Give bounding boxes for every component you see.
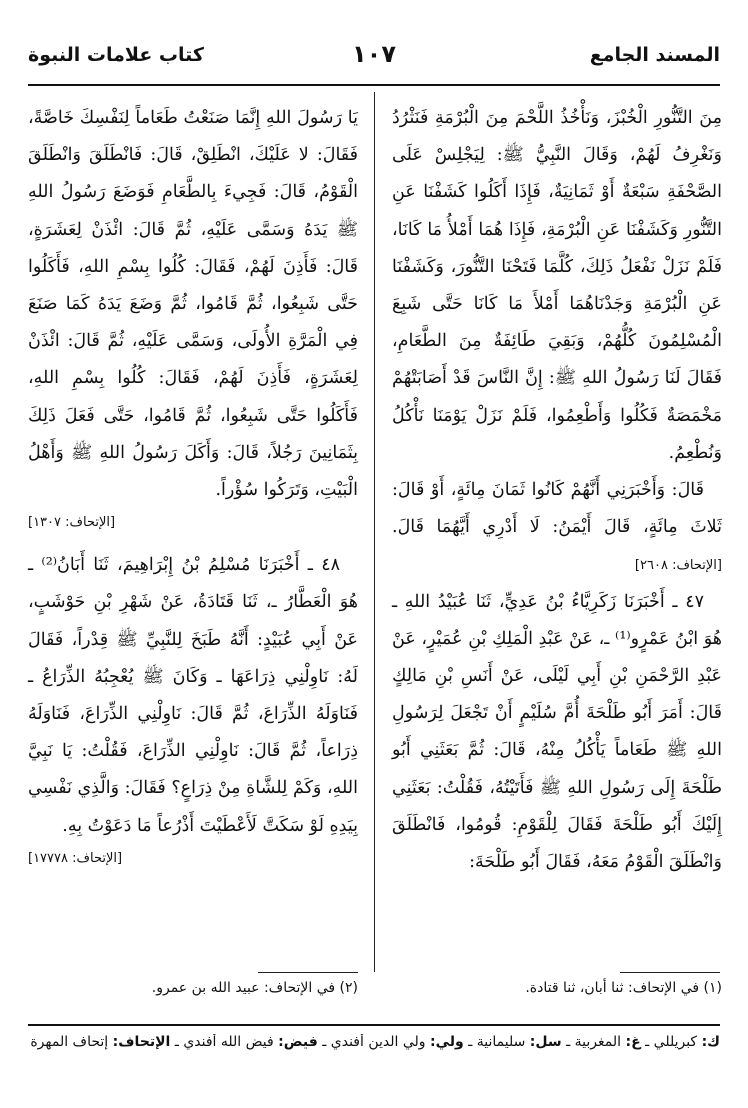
key-sl: سل: bbox=[529, 1034, 562, 1050]
footnote-1: (١) في الإتحاف: ثنا أبان، ثنا قتادة. bbox=[525, 980, 722, 996]
running-title-left: كتاب علامات النبوة bbox=[28, 44, 204, 66]
key-gh-text: المغربية ـ bbox=[566, 1034, 622, 1050]
footnote-2: (٢) في الإتحاف: عبيد الله بن عمرو. bbox=[151, 980, 358, 996]
key-fayd-text: فيض الله أفندي ـ bbox=[174, 1034, 274, 1050]
key-wali: ولي: bbox=[430, 1034, 464, 1050]
manuscript-key bbox=[28, 1034, 720, 1050]
right-column bbox=[392, 100, 722, 881]
ithaf-reference: [الإتحاف: ١٧٧٧٨] bbox=[28, 850, 123, 866]
footnote-rule-right bbox=[620, 972, 720, 973]
key-k-text: كبريللي ـ bbox=[645, 1034, 698, 1050]
hadith-47-continued: يَا رَسُولَ اللهِ إِنَّمَا صَنَعْتُ طَعَاماً لِنَفْسِكَ خَاصَّةً، فَقَالَ: لا عَلَيْكَ، انْطَلِقْ، قَالَ: فَانْطَلَقَ وَانْطَلَقَ الْقَوْمُ، قَالَ: فَجِيءَ بِالطَّعَامِ فَوَضَعَ رَسُولُ اللهِ ﷺ يَدَهُ وَسَمَّى عَلَيْهِ، ثُمَّ قَالَ: ائْذَنْ لِعَشَرَةٍ، قَالَ: فَأَذِنَ لَهُمْ، فَقَالَ: كُلُوا بِسْمِ اللهِ، فَأَكَلُوا حَتَّى شَبِعُوا، ثُمَّ قَامُوا، ثُمَّ وَضَعَ يَدَهُ كَمَا صَنَعَ فِي الْمَرَّةِ الأُولَى، وَسَمَّى عَلَيْهِ، ثُمَّ قَالَ: ائْذَنْ لِعَشَرَةٍ، فَأَذِنَ لَهُمْ، فَقَالَ: كُلُوا بِسْمِ اللهِ، فَأَكَلُوا حَتَّى شَبِعُوا، ثُمَّ قَامُوا، حَتَّى فَعَلَ ذَلِكَ بِثَمَانِينَ رَجُلاً، قَالَ: وَأَكَلَ رَسُولُ اللهِ ﷺ وَأَهْلُ الْبَيْتِ، وَتَرَكُوا سُؤْراً. bbox=[28, 108, 358, 501]
key-fayd: فيض: bbox=[278, 1034, 318, 1050]
bottom-rule bbox=[28, 1024, 720, 1026]
header-rule bbox=[28, 84, 720, 86]
key-gh: غ: bbox=[625, 1034, 641, 1050]
left-column bbox=[28, 100, 358, 883]
footnote-rule-left bbox=[258, 972, 358, 973]
key-k: ك: bbox=[701, 1034, 720, 1050]
key-ithaf: الإتحاف: bbox=[112, 1034, 171, 1050]
hadith-48: ٤٨ ـ أَخْبَرَنَا مُسْلِمُ بْنُ إِبْرَاهِيمَ، ثَنَا أَبَانُ⁽²⁾ ـ هُوَ الْعَطَّارُ ـ، ثَنَا قَتَادَةُ، عَنْ شَهْرِ بْنِ حَوْشَبٍ، عَنْ أَبِي عُبَيْدٍ: أَنَّهُ طَبَخَ لِلنَّبِيِّ ﷺ قِدْراً، فَقَالَ لَهُ: نَاوِلْنِي ذِرَاعَهَا ـ وَكَانَ ﷺ يُعْجِبُهُ الذِّرَاعُ ـ فَنَاوَلَهُ الذِّرَاعَ، ثُمَّ قَالَ: نَاوِلْنِي الذِّرَاعَ، فَنَاوَلَهُ ذِرَاعاً، ثُمَّ قَالَ: نَاوِلْنِي الذِّرَاعَ، فَقُلْتُ: يَا نَبِيَّ اللهِ، وَكَمْ لِلشَّاةِ مِنْ ذِرَاعٍ؟ فَقَالَ: وَالَّذِي نَفْسِي بِيَدِهِ لَوْ سَكَتَّ لَأَعْطَيْتَ أَذْرُعاً مَا دَعَوْتُ بِهِ. bbox=[28, 555, 358, 836]
column-divider bbox=[374, 92, 375, 972]
ithaf-reference: [الإتحاف: ٢٦٠٨] bbox=[634, 558, 722, 574]
running-title-right: المسند الجامع bbox=[589, 44, 720, 66]
page-header bbox=[28, 38, 720, 78]
ithaf-reference: [الإتحاف: ١٣٠٧] bbox=[28, 515, 116, 531]
narrator-note-text: قَالَ: وَأَخْبَرَنِي أَنَّهُمْ كَانُوا ثَمَانَ مِائَةٍ، أَوْ قَالَ: ثَلاثَ مِائَةٍ، قَالَ أَيْمَنُ: لَا أَدْرِي أَيَّهُمَا قَالَ. bbox=[392, 480, 722, 538]
key-wali-text: ولي الدين أفندي ـ bbox=[322, 1034, 426, 1050]
hadith-text-continued: مِنَ التَّنُّورِ الْخُبْزَ، وَنَأْخُذُ اللَّحْمَ مِنَ الْبُرْمَةِ فَنَثْرُدُ وَنَغْرِفُ لَهُمْ، وَقَالَ النَّبِيُّ ﷺ: لِيَجْلِسْ عَلَى الصَّحْفَةِ سَبْعَةٌ أَوْ ثَمَانِيَةٌ، فَإِذَا أَكَلُوا كَشَفْنَا عَنِ التَّنُّورِ وَكَشَفْنَا عَنِ الْبُرْمَةِ، فَإِذَا هُمَا أَمْلأُ مَا كَانَا، فَلَمْ نَزَلْ نَفْعَلُ ذَلِكَ، كُلَّمَا فَتَحْنَا التَّنُّورَ، وَكَشَفْنَا عَنِ الْبُرْمَةِ وَجَدْنَاهُمَا أَمْلأَ مَا كَانَا حَتَّى شَبِعَ الْمُسْلِمُونَ كُلُّهُمْ، وَبَقِيَ طَائِفَةٌ مِنَ الطَّعَامِ، فَقَالَ لَنَا رَسُولُ اللهِ ﷺ: إِنَّ النَّاسَ قَدْ أَصَابَتْهُمْ مَخْمَصَةٌ فَكُلُوا وَأَطْعِمُوا، فَلَمْ نَزَلْ يَوْمَنَا نَأْكُلُ وَنُطْعِمُ. bbox=[392, 108, 722, 463]
key-ithaf-text: إتحاف المهرة bbox=[30, 1034, 109, 1050]
key-sl-text: سليمانية ـ bbox=[468, 1034, 526, 1050]
narrator-note bbox=[392, 472, 722, 584]
page-number: ١٠٧ bbox=[352, 40, 396, 68]
hadith-47: ٤٧ ـ أَخْبَرَنَا زَكَرِيَّاءُ بْنُ عَدِيٍّ، ثَنَا عُبَيْدُ اللهِ ـ هُوَ ابْنُ عَمْرٍو⁽¹⁾ ـ، عَنْ عَبْدِ الْمَلِكِ بْنِ عُمَيْرٍ، عَنْ عَبْدِ الرَّحْمَنِ بْنِ أَبِي لَيْلَى، عَنْ أَنَسِ بْنِ مَالِكٍ قَالَ: أَمَرَ أَبُو طَلْحَةَ أُمَّ سُلَيْمٍ أَنْ تَجْعَلَ لِرَسُولِ اللهِ ﷺ طَعَاماً يَأْكُلُ مِنْهُ، قَالَ: ثُمَّ بَعَثَنِي أَبُو طَلْحَةَ إِلَى رَسُولِ اللهِ ﷺ فَأَتَيْتُهُ، فَقُلْتُ: بَعَثَنِي إِلَيْكَ أَبُو طَلْحَةَ فَقَالَ لِلْقَوْمِ: قُومُوا، فَانْطَلَقَ وَانْطَلَقَ الْقَوْمُ مَعَهُ، فَقَالَ أَبُو طَلْحَةَ: bbox=[392, 591, 722, 873]
